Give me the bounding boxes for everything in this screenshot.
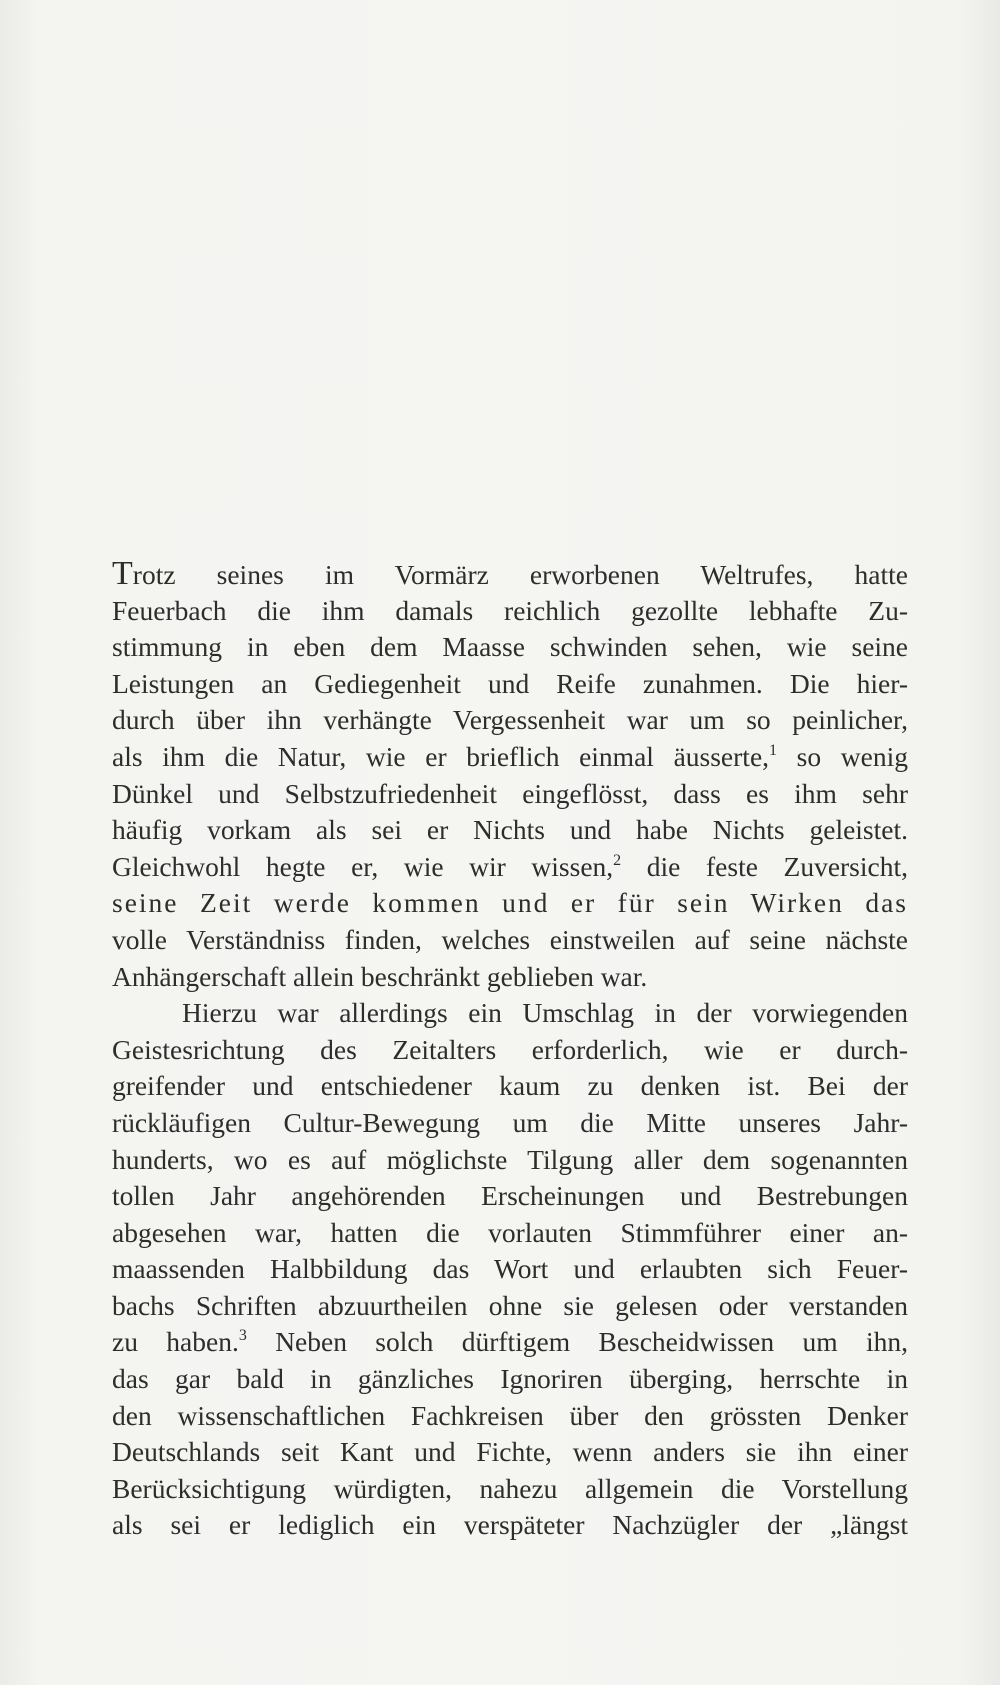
text-line: Deutschlands seit Kant und Fichte, wenn anders sie ihn einer: [112, 1436, 908, 1468]
text-line: maassenden Halbbildung das Wort und erlaubten sich Feuer-: [112, 1253, 908, 1285]
text-line: Feuerbach die ihm damals reichlich gezollte lebhafte Zu-: [112, 594, 908, 626]
text-line: Anhängerschaft allein beschränkt geblieben war.: [112, 960, 648, 992]
text-line: das gar bald in gänzliches Ignoriren überging, herrschte in: [112, 1363, 908, 1395]
text-line: häufig vorkam als sei er Nichts und habe Nichts geleistet.: [112, 814, 908, 846]
initial-letter: T: [112, 555, 133, 592]
text-line: Gleichwohl hegte er, wie wir wissen,$^2$ die feste Zuversicht,: [112, 850, 909, 882]
paragraph-2: [112, 995, 908, 1544]
body-text: [112, 556, 908, 1544]
text-line: Trotz seines im Vormärz erworbenen Weltrufes, hatte: [112, 555, 908, 592]
text-line: Berücksichtigung würdigten, nahezu allgemein die Vorstellung: [112, 1472, 908, 1504]
text-line: Dünkel und Selbstzufriedenheit eingeflösst, dass es ihm sehr: [112, 777, 908, 809]
text-line: volle Verständniss finden, welches einstweilen auf seine nächste: [112, 923, 908, 955]
text-line: Hierzu war allerdings ein Umschlag in der vorwiegenden: [182, 997, 908, 1029]
footnote-marker[interactable]: 3: [238, 1327, 247, 1345]
show-through-text: [145, 88, 905, 509]
text-line: bachs Schriften abzuurtheilen ohne sie gelesen oder verstanden: [112, 1289, 908, 1321]
text-line: als ihm die Natur, wie er brieflich einmal äusserte,$^1$ so wenig: [112, 740, 908, 772]
text-line: greifender und entschiedener kaum zu denken ist. Bei der: [112, 1070, 908, 1102]
text-line: als sei er lediglich ein verspäteter Nachzügler der „längst: [112, 1509, 908, 1541]
text-line: abgesehen war, hatten die vorlauten Stimmführer einer an-: [112, 1216, 908, 1248]
text-line: rückläufigen Cultur-Bewegung um die Mitte unseres Jahr-: [112, 1106, 908, 1138]
footnote-marker[interactable]: 1: [769, 741, 778, 759]
text-line: den wissenschaftlichen Fachkreisen über den grössten Denker: [112, 1399, 908, 1431]
text-line: zu haben.$^3$ Neben solch dürftigem Bescheidwissen um ihn,: [112, 1326, 908, 1358]
text-line: Geistesrichtung des Zeitalters erforderlich, wie er durch-: [112, 1033, 908, 1065]
text-line: hunderts, wo es auf möglichste Tilgung aller dem sogenannten: [112, 1143, 908, 1175]
text-line: Leistungen an Gediegenheit und Reife zunahmen. Die hier-: [112, 667, 908, 699]
text-line: seine Zeit werde kommen und er für sein Wirken das: [112, 887, 908, 919]
text-line: stimmung in eben dem Maasse schwinden sehen, wie seine: [112, 631, 908, 663]
footnote-marker[interactable]: 2: [613, 851, 622, 869]
text-line: durch über ihn verhängte Vergessenheit war um so peinlicher,: [112, 704, 908, 736]
text-line: tollen Jahr angehörenden Erscheinungen und Bestrebungen: [112, 1180, 908, 1212]
paragraph-1: [112, 556, 908, 995]
